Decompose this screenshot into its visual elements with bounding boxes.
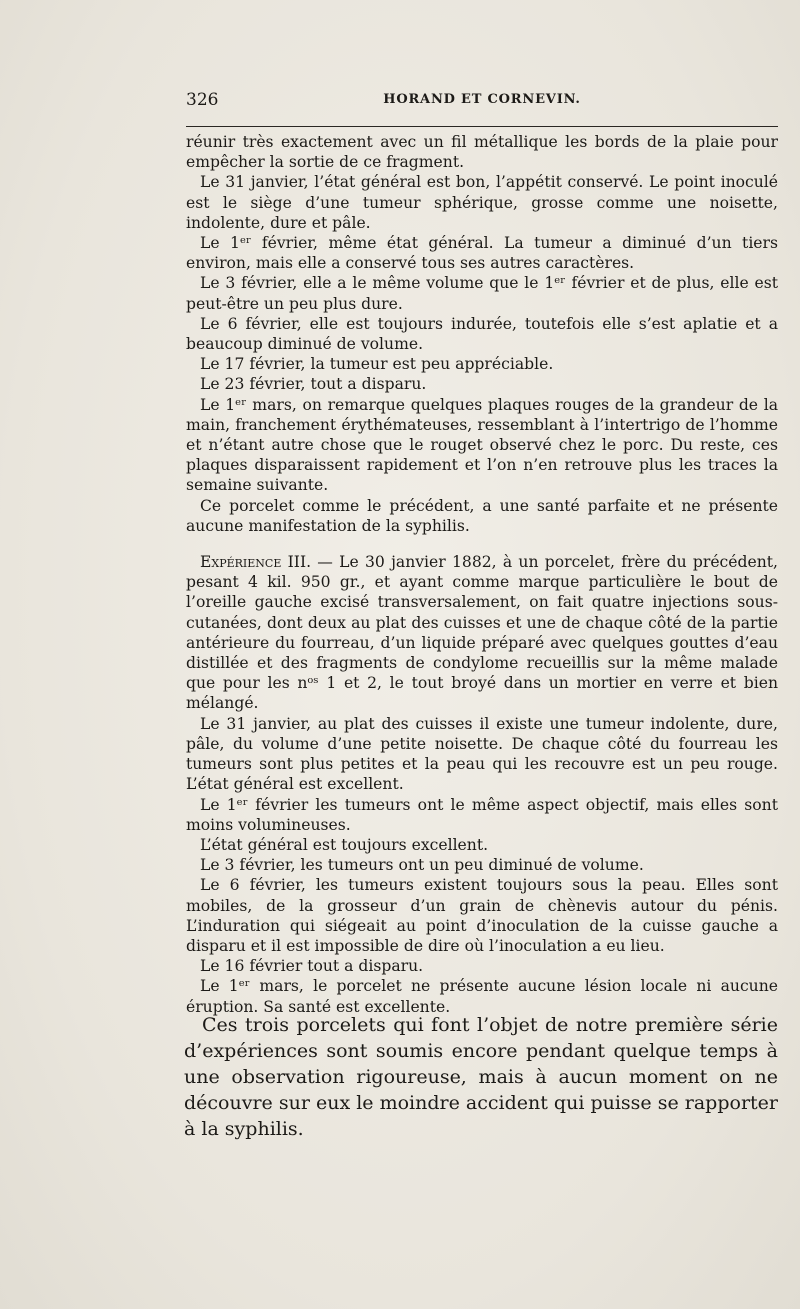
experiment-text: — Le 30 janvier 1882, à un porcelet, frère du précédent, pesant 4 kil. 950 gr., et ayant comme marque particulière le bout de l’oreille gauche excisé transversalement, on fait quatre injections sous-cutanées, dont deux au plat des cuisses et une de chaque côté de la partie antérieure du fourreau, d’un liquide préparé avec quelques gouttes d’eau distillée et des fragments de condylome recueillis sur la même malade que pour les nᵒˢ 1 et 2, le tout broyé dans un mortier en verre et bien mélangé. xyxy=(186,553,778,713)
paragraph: Le 1ᵉʳ février, même état général. La tumeur a diminué d’un tiers environ, mais elle a conservé tous ses autres caractères. xyxy=(186,234,778,273)
paragraph: réunir très exactement avec un fil métallique les bords de la plaie pour empêcher la sortie de ce fragment. xyxy=(186,133,778,172)
paragraph: Le 1ᵉʳ février les tumeurs ont le même aspect objectif, mais elles sont moins volumineuses. xyxy=(186,795,778,834)
paragraph: Le 6 février, elle est toujours indurée, toutefois elle s’est aplatie et a beaucoup diminué de volume. xyxy=(186,314,778,354)
paragraph: Le 3 février, les tumeurs ont un peu diminué de volume. xyxy=(200,856,644,875)
paragraph: Ce porcelet comme le précédent, a une santé parfaite et ne présente aucune manifestation de la syphilis. xyxy=(186,496,778,535)
concluding-section xyxy=(184,1012,778,1142)
experiment-paragraph xyxy=(186,552,778,714)
page-number: 326 xyxy=(186,90,219,110)
paragraph: Le 1ᵉʳ mars, le porcelet ne présente aucune lésion locale ni aucune éruption. Sa santé est excellente. xyxy=(186,977,778,1016)
header-rule xyxy=(186,126,778,127)
paragraph: Le 31 janvier, au plat des cuisses il existe une tumeur indolente, dure, pâle, du volume d’une petite noisette. De chaque côté du fourreau les tumeurs sont plus petites et la peau qui les recouvre est un peu rouge. L’état général est excellent. xyxy=(186,714,778,794)
experiment-label: Expérience III. xyxy=(200,553,312,572)
body-text xyxy=(186,132,778,1017)
paragraph: Le 1ᵉʳ mars, on remarque quelques plaques rouges de la grandeur de la main, franchement érythémateuses, ressemblant à l’intertrigo de l’homme et n’étant autre chose que le rouget observé chez le porc. Du reste, ces plaques disparaissent rapidement et l’on n’en retrouve plus les traces la semaine suivante. xyxy=(186,395,778,495)
paragraph: Le 6 février, les tumeurs existent toujours sous la peau. Elles sont mobiles, de la grosseur d’un grain de chènevis autour du pénis. L’induration qui siégeait au point d’inoculation de la cuisse gauche a disparu et il est impossible de dire où l’inoculation a eu lieu. xyxy=(186,876,778,955)
running-head: HORAND ET CORNEVIN. xyxy=(383,92,581,107)
paragraph: L’état général est toujours excellent. xyxy=(200,835,489,854)
paragraph: Le 3 février, elle a le même volume que le 1ᵉʳ février et de plus, elle est peut-être un peu plus dure. xyxy=(186,274,778,313)
paragraph: Le 31 janvier, l’état général est bon, l’appétit conservé. Le point inoculé est le siège d’une tumeur sphérique, grosse comme une noisette, indolente, dure et pâle. xyxy=(186,173,778,232)
concluding-paragraph: Ces trois porcelets qui font l’objet de notre première série d’expériences sont soumis encore pendant quelque temps à une observation rigoureuse, mais à aucun moment on ne découvre sur eux le moindre accident qui puisse se rapporter à la syphilis. xyxy=(184,1014,778,1140)
paragraph: Le 23 février, tout a disparu. xyxy=(200,375,427,394)
paragraph: Le 16 février tout a disparu. xyxy=(200,957,424,976)
page-header xyxy=(186,90,778,114)
paragraph: Le 17 février, la tumeur est peu appréciable. xyxy=(200,355,554,374)
